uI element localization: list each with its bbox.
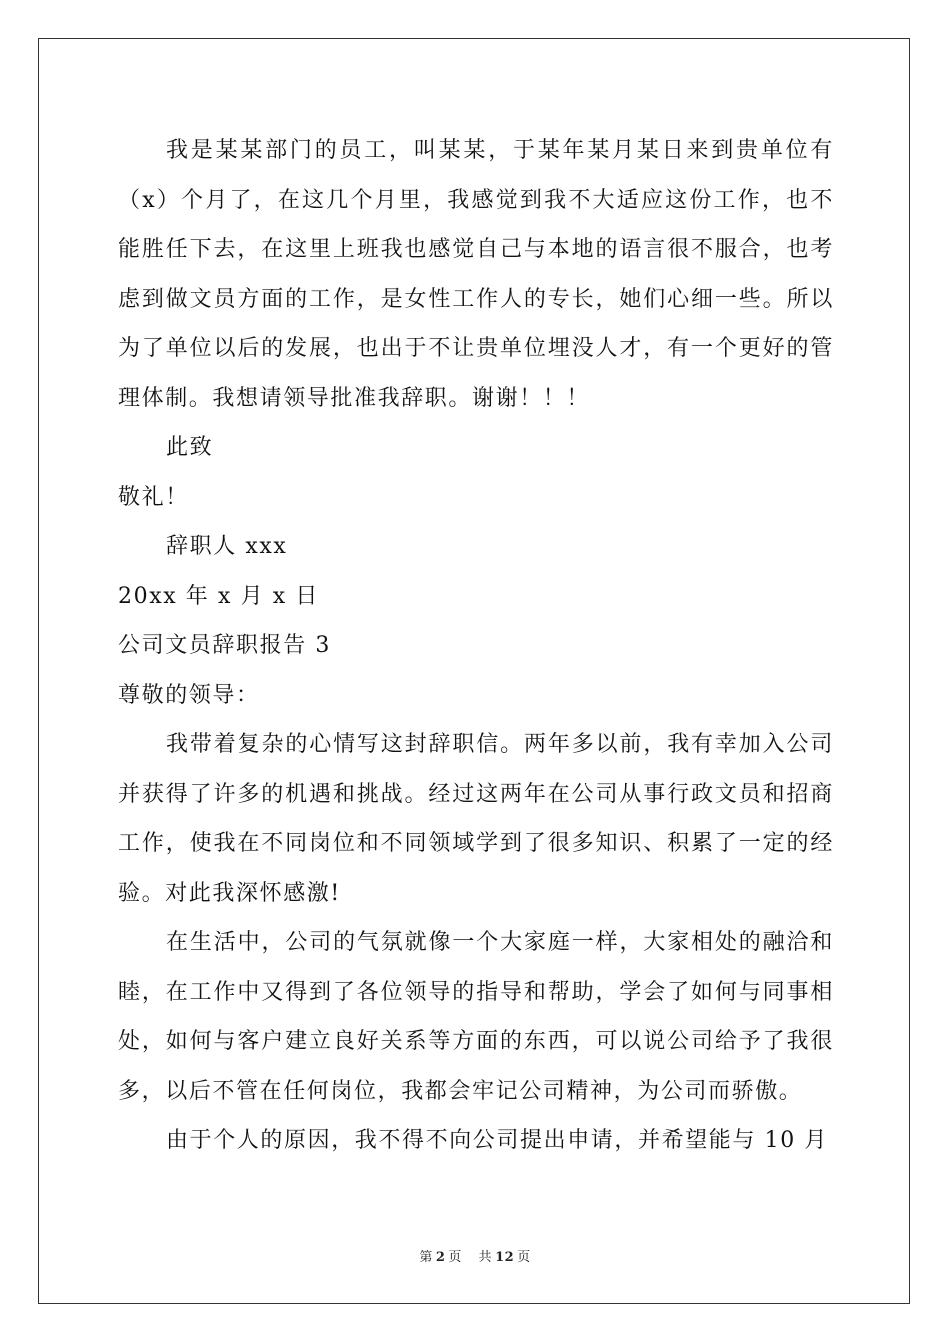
paragraph-gratitude: 我带着复杂的心情写这封辞职信。两年多以前，我有幸加入公司并获得了许多的机遇和挑战。经过这两年在公司从事行政文员和招商工作，使我在不同岗位和不同领域学到了很多知识、积累了一定的经验。对此我深怀感激! [118,732,834,906]
page-number: 2 [435,1250,446,1265]
paragraph-signature: 辞职人 xxx [166,534,288,559]
total-suffix: 页 [517,1250,531,1265]
document-body [118,126,834,1166]
paragraph-resignation-reason: 我是某某部门的员工，叫某某，于某年某月某日来到贵单位有（x）个月了，在这几个月里，我感觉到我不大适应这份工作，也不能胜任下去，在这里上班我也感觉自己与本地的语言很不服合，也考虑到做文员方面的工作，是女性工作人的专长，她们心细一些。所以为了单位以后的发展，也出于不让贵单位埋没人才，有一个更好的管理体制。我想请领导批准我辞职。谢谢！！！ [118,138,834,411]
total-pages: 12 [495,1250,515,1265]
paragraph-date: 20xx 年 x 月 x 日 [118,583,319,609]
paragraph-company-life: 在生活中，公司的气氛就像一个大家庭一样，大家相处的融洽和睦，在工作中又得到了各位领导的指导和帮助，学会了如何与同事相处，如何与客户建立良好关系等方面的东西，可以说公司给予了我很多，以后不管在任何岗位，我都会牢记公司精神，为公司而骄傲。 [118,930,834,1104]
paragraph-salutation: 尊敬的领导： [118,682,260,708]
paragraph-closing-jingli: 敬礼！ [118,484,189,510]
page-prefix: 第 [419,1250,433,1265]
total-indicator [476,1250,534,1265]
paragraph-request: 由于个人的原因，我不得不向公司提出申请，并希望能与 10 月 [166,1128,828,1153]
page-footer [0,1246,950,1265]
page-suffix: 页 [448,1250,462,1265]
paragraph-closing-cizhi: 此致 [166,435,214,460]
total-prefix: 共 [478,1250,493,1265]
section-title: 公司文员辞职报告 3 [118,633,331,658]
page-indicator [416,1250,465,1265]
